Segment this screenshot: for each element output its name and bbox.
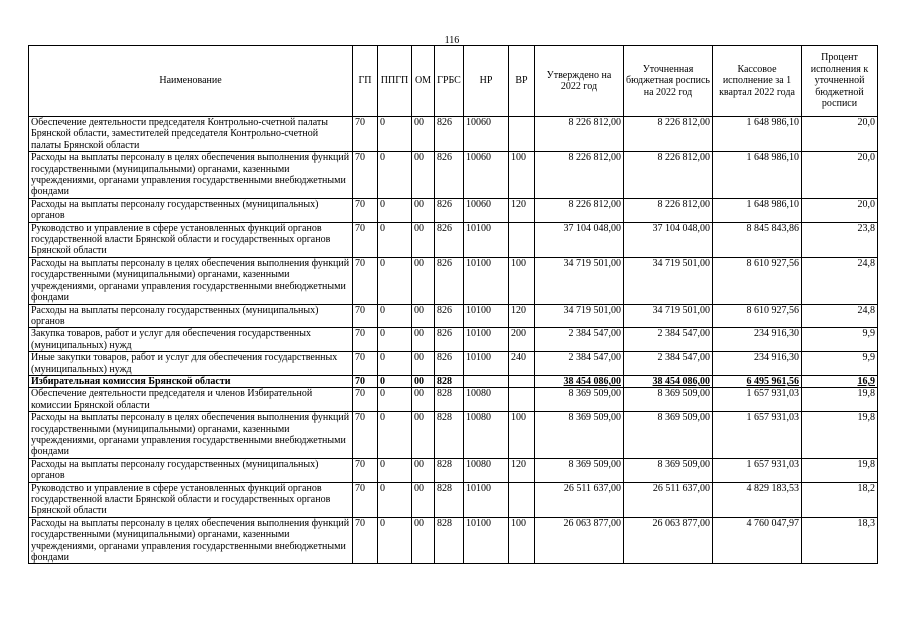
budget-table: [28, 45, 878, 564]
table-row: [29, 117, 878, 152]
cash-cell: 8 845 843,86: [713, 222, 802, 257]
gp-cell: 70: [353, 517, 378, 564]
vr-cell: 200: [509, 328, 535, 352]
ppgp-cell: 0: [378, 257, 412, 304]
approved-cell: 8 369 509,00: [535, 388, 624, 412]
approved-cell: 8 369 509,00: [535, 458, 624, 482]
table-row: [29, 458, 878, 482]
ppgp-cell: 0: [378, 482, 412, 517]
approved-cell: 2 384 547,00: [535, 328, 624, 352]
approved-cell: 37 104 048,00: [535, 222, 624, 257]
refined-cell: 34 719 501,00: [624, 257, 713, 304]
page-number: 116: [444, 35, 460, 46]
nr-cell: 10100: [464, 482, 509, 517]
gp-cell: 70: [353, 117, 378, 152]
percent-cell: 20,0: [802, 198, 878, 222]
om-cell: 00: [412, 388, 435, 412]
refined-cell: 8 226 812,00: [624, 198, 713, 222]
ppgp-cell: 0: [378, 352, 412, 376]
name-cell: Расходы на выплаты персоналу в целях обеспечения выполнения функций государственными (муниципальными) органами, казенными учреждениями, органами управления государственными внебюджетными фондами: [29, 152, 353, 199]
header-om: ОМ: [412, 46, 435, 117]
vr-cell: 240: [509, 352, 535, 376]
vr-cell: 120: [509, 458, 535, 482]
gp-cell: 70: [353, 388, 378, 412]
vr-cell: [509, 388, 535, 412]
table-row: [29, 152, 878, 199]
grbs-cell: 826: [435, 222, 464, 257]
ppgp-cell: 0: [378, 222, 412, 257]
nr-cell: 10060: [464, 152, 509, 199]
nr-cell: 10060: [464, 117, 509, 152]
name-cell: Расходы на выплаты персоналу государственных (муниципальных) органов: [29, 304, 353, 328]
gp-cell: 70: [353, 222, 378, 257]
ppgp-cell: 0: [378, 198, 412, 222]
cash-cell: 1 648 986,10: [713, 198, 802, 222]
header-row: [29, 46, 878, 117]
percent-cell: 20,0: [802, 152, 878, 199]
approved-cell: 2 384 547,00: [535, 352, 624, 376]
table-row: [29, 517, 878, 564]
vr-cell: 120: [509, 198, 535, 222]
name-cell: Расходы на выплаты персоналу в целях обеспечения выполнения функций государственными (муниципальными) органами, казенными учреждениями, органами управления государственными внебюджетными фондами: [29, 517, 353, 564]
name-cell: Расходы на выплаты персоналу государственных (муниципальных) органов: [29, 458, 353, 482]
ppgp-cell: 0: [378, 458, 412, 482]
header-ppgp: ППГП: [378, 46, 412, 117]
table-row: [29, 388, 878, 412]
grbs-cell: 826: [435, 304, 464, 328]
percent-cell: 9,9: [802, 328, 878, 352]
vr-cell: 100: [509, 517, 535, 564]
cash-cell: 8 610 927,56: [713, 257, 802, 304]
approved-cell: 8 226 812,00: [535, 198, 624, 222]
table-row: [29, 304, 878, 328]
gp-cell: 70: [353, 304, 378, 328]
vr-cell: [509, 375, 535, 387]
header-vr: ВР: [509, 46, 535, 117]
vr-cell: 100: [509, 257, 535, 304]
om-cell: 00: [412, 222, 435, 257]
approved-cell: 26 063 877,00: [535, 517, 624, 564]
cash-cell: 1 657 931,03: [713, 388, 802, 412]
nr-cell: 10080: [464, 458, 509, 482]
ppgp-cell: 0: [378, 375, 412, 387]
name-cell: Руководство и управление в сфере установленных функций органов государственной власти Брянской области и государственных органов Брянской области: [29, 222, 353, 257]
header-percent: Процент исполнения к уточненной бюджетной росписи: [802, 46, 878, 117]
percent-cell: 24,8: [802, 304, 878, 328]
table-row: [29, 412, 878, 459]
nr-cell: 10060: [464, 198, 509, 222]
cash-cell: 1 648 986,10: [713, 117, 802, 152]
percent-cell: 18,2: [802, 482, 878, 517]
gp-cell: 70: [353, 328, 378, 352]
om-cell: 00: [412, 304, 435, 328]
cash-cell: 6 495 961,56: [713, 375, 802, 387]
header-approved: Утверждено на 2022 год: [535, 46, 624, 117]
refined-cell: 2 384 547,00: [624, 328, 713, 352]
approved-cell: 8 369 509,00: [535, 412, 624, 459]
vr-cell: [509, 117, 535, 152]
vr-cell: 100: [509, 152, 535, 199]
om-cell: 00: [412, 482, 435, 517]
approved-cell: 26 511 637,00: [535, 482, 624, 517]
approved-cell: 34 719 501,00: [535, 304, 624, 328]
percent-cell: 19,8: [802, 412, 878, 459]
percent-cell: 19,8: [802, 458, 878, 482]
gp-cell: 70: [353, 198, 378, 222]
ppgp-cell: 0: [378, 152, 412, 199]
nr-cell: 10100: [464, 328, 509, 352]
header-grbs: ГРБС: [435, 46, 464, 117]
header-gp: ГП: [353, 46, 378, 117]
om-cell: 00: [412, 198, 435, 222]
refined-cell: 8 226 812,00: [624, 117, 713, 152]
name-cell: Закупка товаров, работ и услуг для обеспечения государственных (муниципальных) нужд: [29, 328, 353, 352]
om-cell: 00: [412, 352, 435, 376]
table-row: [29, 222, 878, 257]
table-row: [29, 198, 878, 222]
table-row: [29, 482, 878, 517]
header-nr: НР: [464, 46, 509, 117]
cash-cell: 4 760 047,97: [713, 517, 802, 564]
ppgp-cell: 0: [378, 412, 412, 459]
name-cell: Руководство и управление в сфере установленных функций органов государственной власти Брянской области и государственных органов Брянской области: [29, 482, 353, 517]
nr-cell: [464, 375, 509, 387]
refined-cell: 38 454 086,00: [624, 375, 713, 387]
header-cash: Кассовое исполнение за 1 квартал 2022 года: [713, 46, 802, 117]
grbs-cell: 826: [435, 352, 464, 376]
cash-cell: 1 648 986,10: [713, 152, 802, 199]
om-cell: 00: [412, 328, 435, 352]
nr-cell: 10080: [464, 388, 509, 412]
name-cell: Избирательная комиссия Брянской области: [29, 375, 353, 387]
grbs-cell: 826: [435, 328, 464, 352]
grbs-cell: 828: [435, 375, 464, 387]
percent-cell: 24,8: [802, 257, 878, 304]
percent-cell: 20,0: [802, 117, 878, 152]
gp-cell: 70: [353, 482, 378, 517]
table-row: [29, 257, 878, 304]
gp-cell: 70: [353, 412, 378, 459]
gp-cell: 70: [353, 152, 378, 199]
cash-cell: 1 657 931,03: [713, 412, 802, 459]
gp-cell: 70: [353, 257, 378, 304]
grbs-cell: 828: [435, 388, 464, 412]
refined-cell: 2 384 547,00: [624, 352, 713, 376]
om-cell: 00: [412, 412, 435, 459]
vr-cell: 120: [509, 304, 535, 328]
ppgp-cell: 0: [378, 388, 412, 412]
gp-cell: 70: [353, 458, 378, 482]
nr-cell: 10100: [464, 257, 509, 304]
refined-cell: 8 369 509,00: [624, 458, 713, 482]
cash-cell: 8 610 927,56: [713, 304, 802, 328]
om-cell: 00: [412, 517, 435, 564]
refined-cell: 37 104 048,00: [624, 222, 713, 257]
grbs-cell: 826: [435, 152, 464, 199]
ppgp-cell: 0: [378, 328, 412, 352]
grbs-cell: 826: [435, 117, 464, 152]
vr-cell: [509, 482, 535, 517]
ppgp-cell: 0: [378, 304, 412, 328]
nr-cell: 10100: [464, 352, 509, 376]
approved-cell: 8 226 812,00: [535, 117, 624, 152]
vr-cell: [509, 222, 535, 257]
ppgp-cell: 0: [378, 117, 412, 152]
refined-cell: 8 226 812,00: [624, 152, 713, 199]
grbs-cell: 828: [435, 412, 464, 459]
om-cell: 00: [412, 458, 435, 482]
grbs-cell: 826: [435, 257, 464, 304]
grbs-cell: 828: [435, 458, 464, 482]
om-cell: 00: [412, 152, 435, 199]
cash-cell: 234 916,30: [713, 328, 802, 352]
approved-cell: 8 226 812,00: [535, 152, 624, 199]
cash-cell: 1 657 931,03: [713, 458, 802, 482]
om-cell: 00: [412, 257, 435, 304]
grbs-cell: 828: [435, 482, 464, 517]
nr-cell: 10100: [464, 304, 509, 328]
om-cell: 00: [412, 375, 435, 387]
approved-cell: 38 454 086,00: [535, 375, 624, 387]
percent-cell: 9,9: [802, 352, 878, 376]
refined-cell: 8 369 509,00: [624, 412, 713, 459]
name-cell: Расходы на выплаты персоналу государственных (муниципальных) органов: [29, 198, 353, 222]
name-cell: Иные закупки товаров, работ и услуг для обеспечения государственных (муниципальных) нужд: [29, 352, 353, 376]
grbs-cell: 828: [435, 517, 464, 564]
table-row: [29, 328, 878, 352]
gp-cell: 70: [353, 352, 378, 376]
cash-cell: 4 829 183,53: [713, 482, 802, 517]
refined-cell: 26 063 877,00: [624, 517, 713, 564]
nr-cell: 10100: [464, 222, 509, 257]
gp-cell: 70: [353, 375, 378, 387]
name-cell: Расходы на выплаты персоналу в целях обеспечения выполнения функций государственными (муниципальными) органами, казенными учреждениями, органами управления государственными внебюджетными фондами: [29, 412, 353, 459]
om-cell: 00: [412, 117, 435, 152]
ppgp-cell: 0: [378, 517, 412, 564]
refined-cell: 8 369 509,00: [624, 388, 713, 412]
nr-cell: 10080: [464, 412, 509, 459]
percent-cell: 18,3: [802, 517, 878, 564]
name-cell: Расходы на выплаты персоналу в целях обеспечения выполнения функций государственными (муниципальными) органами, казенными учреждениями, органами управления государственными внебюджетными фондами: [29, 257, 353, 304]
name-cell: Обеспечение деятельности председателя Контрольно-счетной палаты Брянской области, заместителей председателя Контрольно-счетной палаты Брянской области: [29, 117, 353, 152]
cash-cell: 234 916,30: [713, 352, 802, 376]
table-row: [29, 352, 878, 376]
header-refined: Уточненная бюджетная роспись на 2022 год: [624, 46, 713, 117]
nr-cell: 10100: [464, 517, 509, 564]
grbs-cell: 826: [435, 198, 464, 222]
approved-cell: 34 719 501,00: [535, 257, 624, 304]
header-name: Наименование: [29, 46, 353, 117]
refined-cell: 26 511 637,00: [624, 482, 713, 517]
refined-cell: 34 719 501,00: [624, 304, 713, 328]
percent-cell: 19,8: [802, 388, 878, 412]
name-cell: Обеспечение деятельности председателя и членов Избирательной комиссии Брянской области: [29, 388, 353, 412]
percent-cell: 16,9: [802, 375, 878, 387]
vr-cell: 100: [509, 412, 535, 459]
percent-cell: 23,8: [802, 222, 878, 257]
table-row: [29, 375, 878, 387]
